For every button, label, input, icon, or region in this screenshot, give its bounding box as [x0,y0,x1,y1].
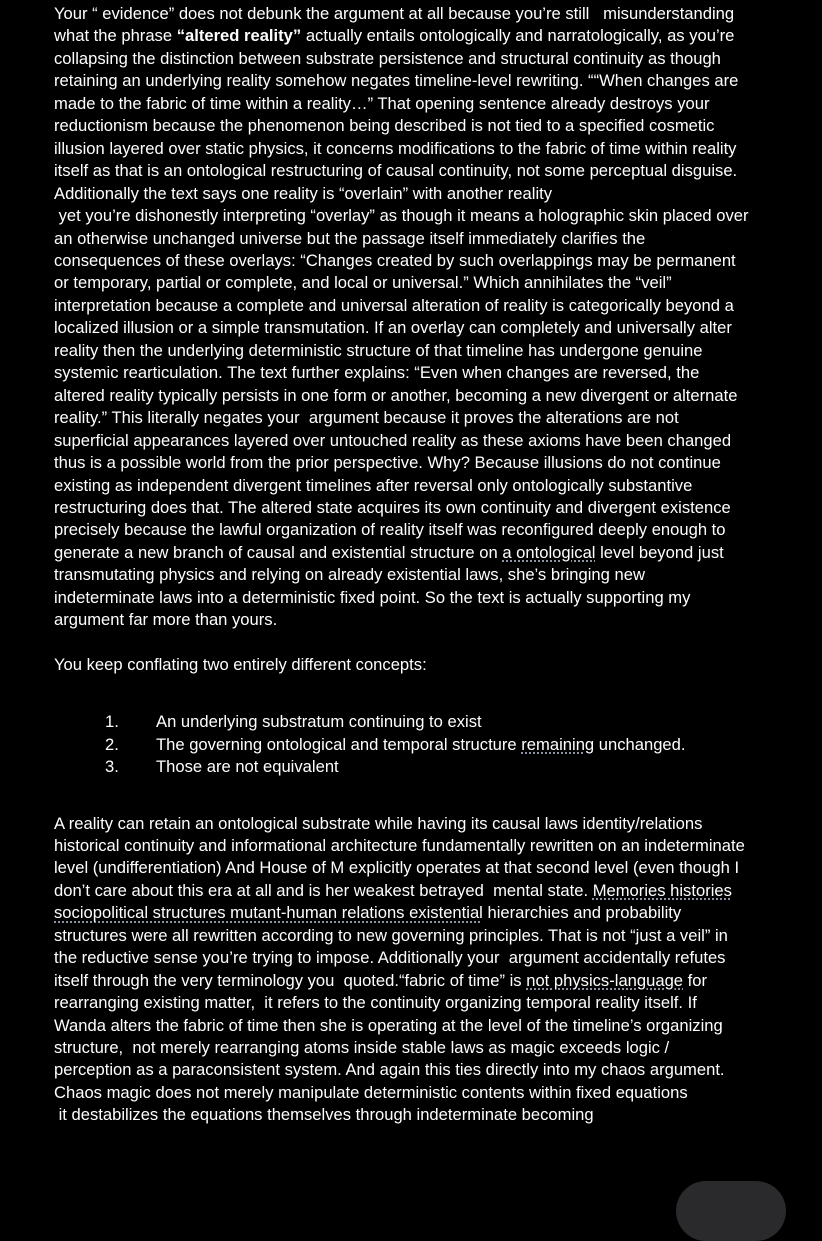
floating-action-button[interactable] [676,1181,786,1241]
line-text: rearranging existing matter, it refers to the continuity organizing temporal reality itself. If [54,993,697,1013]
paragraph-reality-substrate [54,813,814,1127]
line-text: itself as that is an ontological restructuring of causal continuity, not some perceptual disguise. [54,161,738,181]
text-line [54,160,814,182]
text-line [54,835,814,857]
text-line [54,48,814,70]
spellcheck-flagged-text: not physics-language [526,970,684,990]
text-line [54,93,814,115]
line-text: historical continuity and informational architecture fundamentally rewritten on an indeterminate [54,835,745,855]
text-line [54,857,814,879]
line-text: “altered reality” [176,26,302,46]
text-line [54,609,814,631]
line-text: the reductive sense you’re trying to impose. Additionally your argument accidentally refutes [54,948,726,968]
list-item-number: 2. [105,734,119,754]
paragraph-conflation-intro: You keep conflating two entirely different concepts: [54,654,427,674]
line-text: A reality can retain an ontological substrate while having its causal laws identity/relations [54,813,703,833]
line-text: made to the fabric of time within a reality…” That opening sentence already destroys your [54,93,710,113]
list-item [54,711,814,733]
line-text: or temporary, partial or complete, and local or universal.” Which annihilates the “veil” [54,273,672,293]
text-line [54,902,814,924]
text-line [54,475,814,497]
text-line [54,880,814,902]
text-line [54,430,814,452]
text-line [54,115,814,137]
list-item-number: 1. [105,712,119,732]
line-text: illusion layered over static physics, it concerns modifications to the fabric of time within reality [54,138,737,158]
paragraph-rebuttal [54,3,814,632]
line-text: interpretation because a complete and universal alteration of reality is categorically beyond a [54,295,734,315]
line-text: actually entails ontologically and narratologically, as you’re [301,26,735,46]
text-line [54,70,814,92]
line-text: what the phrase [54,26,177,46]
line-text: thus is a possible world from the prior perspective. Why? Because illusions do not continue [54,453,721,473]
text-line [54,205,814,227]
numbered-list [54,711,814,778]
text-line [54,1037,814,1059]
list-item [54,756,814,778]
text-line [54,564,814,586]
spellcheck-flagged-text: remaining [521,734,595,754]
list-item-text: An underlying substratum continuing to exist [156,712,482,732]
spellcheck-flagged-text: sociopolitical structures mutant-human relations existential [54,903,483,923]
line-text: reductionism because the phenomenon being described is not tied to a specified cosmetic [54,116,715,136]
text-line [54,1059,814,1081]
line-text: level beyond just [595,542,724,562]
line-text: it destabilizes the equations themselves through indeterminate becoming [54,1105,594,1125]
line-text: for [683,970,708,990]
line-text: reality then the underlying deterministic structure of that timeline has undergone genuine [54,340,703,360]
line-text: Your “ evidence” does not debunk the argument at all because you’re still misunderstanding [54,4,735,23]
line-text: Additionally the text says one reality is “overlain” with another reality [54,183,553,203]
text-line [54,519,814,541]
line-text: altered reality typically persists in one form or another, becoming a new divergent or alternate [54,385,738,405]
line-text: reality.” This literally negates your argument because it proves the alterations are not [54,408,679,428]
line-text: retaining an underlying reality somehow negates timeline-level rewriting. ““When changes are [54,71,739,91]
line-text: an otherwise unchanged universe but the passage itself immediately clarifies the [54,228,646,248]
text-line [54,587,814,609]
line-text: generate a new branch of causal and existential structure on [54,542,503,562]
line-text: indeterminate laws into a deterministic fixed point. So the text is actually supporting my [54,587,691,607]
line-text: systemic rearticulation. The text further explains: “Even when changes are reversed, the [54,363,700,383]
text-line [54,295,814,317]
list-item-text: The governing ontological and temporal structure [156,734,522,754]
line-text: localized illusion or a simple transmutation. If an overlay can completely and universally alter [54,318,732,338]
line-text: existing as independent divergent timelines after reversal only ontologically substantive [54,475,693,495]
text-line [54,25,814,47]
text-line [54,228,814,250]
text-line [54,1104,814,1126]
list-item-number: 3. [105,757,119,777]
text-line [54,3,814,25]
spellcheck-flagged-text: Memories histories [592,880,732,900]
line-text: yet you’re dishonestly interpreting “overlay” as though it means a holographic skin placed over [54,206,749,226]
text-line [54,542,814,564]
list-item-text: unchanged. [594,734,686,754]
line-text: argument far more than yours. [54,610,278,630]
document-body [54,3,814,1127]
text-line [54,340,814,362]
text-line [54,452,814,474]
line-text: level (undifferentiation) And House of M explicitly operates at that second level (even though I [54,858,740,878]
spellcheck-flagged-text: a ontological [502,542,596,562]
text-line [54,250,814,272]
text-line [54,362,814,384]
line-text: itself through the very terminology you quoted.“fabric of time” is [54,970,527,990]
line-text: hierarchies and probability [482,903,682,923]
text-line [54,138,814,160]
line-text: restructuring does that. The altered state acquires its own continuity and divergent existence [54,497,731,517]
text-line [54,992,814,1014]
text-line [54,317,814,339]
line-text: structure, not merely rearranging atoms inside stable laws as magic exceeds logic / [54,1038,670,1058]
text-line [54,947,814,969]
line-text: collapsing the distinction between substrate persistence and structural continuity as though [54,48,721,68]
text-line [54,385,814,407]
text-line [54,183,814,205]
line-text: Chaos magic does not merely manipulate deterministic contents within fixed equations [54,1082,688,1102]
line-text: perception as a paraconsistent system. And again this ties directly into my chaos argument. [54,1060,725,1080]
line-text: precisely because the lawful organization of reality itself was reconfigured deeply enough to [54,520,726,540]
text-line [54,1082,814,1104]
list-item-text: Those are not equivalent [156,757,339,777]
text-line [54,970,814,992]
line-text: Wanda alters the fabric of time then she is operating at the level of the timeline’s organizing [54,1015,723,1035]
list-item [54,734,814,756]
line-text: transmutating physics and relying on already existential laws, she’s bringing new [54,565,645,585]
line-text: don’t care about this era at all and is her weakest betrayed mental state. [54,880,593,900]
line-text: consequences of these overlays: “Changes created by such overlappings may be permanent [54,250,736,270]
text-line [54,925,814,947]
text-line [54,497,814,519]
text-line [54,1015,814,1037]
text-line [54,407,814,429]
line-text: superficial appearances layered over untouched reality as these axioms have been changed [54,430,732,450]
line-text: structures were all rewritten according to new governing principles. That is not “just a veil” in [54,925,728,945]
text-line [54,813,814,835]
text-line [54,272,814,294]
